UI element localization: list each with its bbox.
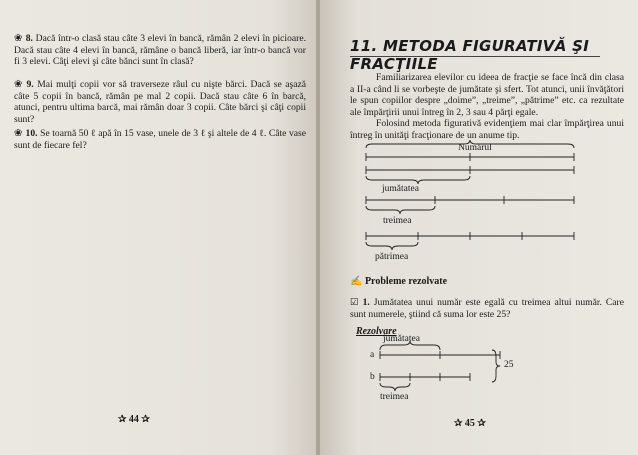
problem-number: 9. <box>26 79 34 90</box>
chapter-title: 11. METODA FIGURATIVĂ ŞI FRACŢIILE <box>350 37 590 73</box>
problem-text: Dacă într-o clasă stau câte 3 elevi în bancă, rămân 2 elevi în picioare. Dacă stau câte 4 elevi în bancă, rămâne o bancă liberă, iar într-o bancă vor fi 3 elevi. Câţi elevi şi câte bănci sunt în clasă? <box>14 33 306 68</box>
half-brace <box>366 176 470 184</box>
flower-icon: ❀ <box>14 79 24 90</box>
label-whole: Numărul <box>458 143 492 153</box>
star-icon: ✰ <box>454 418 463 429</box>
problem-8 <box>14 33 306 68</box>
quarter-brace <box>366 242 418 250</box>
page-number-right <box>454 418 486 429</box>
problem-text: Jumătatea unui număr este egală cu treimea altui număr. Care sunt numerele, ştiind că suma lor este 25? <box>350 297 624 320</box>
star-icon: ✰ <box>477 418 486 429</box>
pencil-icon: ✍ <box>350 276 363 287</box>
flower-icon: ❀ <box>14 33 23 44</box>
problem-10 <box>14 128 306 151</box>
right-page <box>320 0 638 455</box>
page-number-text: 44 <box>128 414 139 425</box>
checkbox-icon: ☑ <box>350 297 359 308</box>
section-title <box>350 276 447 287</box>
page-number-left <box>118 414 150 425</box>
star-icon: ✰ <box>141 414 150 425</box>
problem-text: Se toarnă 50 ℓ apă în 15 vase, unele de 3 ℓ şi altele de 4 ℓ. Câte vase sunt de fiecare fel? <box>14 128 306 151</box>
label-solution-third: treimea <box>380 392 409 402</box>
resolvare-heading: Rezolvare <box>356 326 397 337</box>
flower-icon: ❀ <box>14 128 23 139</box>
intro-paragraph: Familiarizarea elevilor cu ideea de fracţie se face încă din clasa a II-a când li se vorbeşte de jumătate şi sfert. Tot atunci, unii învăţători le spun copiilor despre „doime”, „treime”, „pătrime” etc. ca rezultate ale împărţirii unui întreg în 2, 3 sau 4 părţi egale. <box>350 72 624 118</box>
label-b: b <box>370 372 375 382</box>
label-a: a <box>370 350 375 360</box>
page-number-text: 45 <box>464 418 475 429</box>
label-quarter: pătrimea <box>375 252 409 262</box>
fraction-diagram <box>320 0 638 455</box>
solved-problem-1 <box>350 297 624 320</box>
problem-number: 1. <box>362 297 370 308</box>
star-icon: ✰ <box>118 414 127 425</box>
label-half: jumătatea <box>382 184 419 194</box>
method-paragraph: Folosind metoda figurativă evidenţiem mai clar împărţirea unui întreg în unităţi fracţionare de un anume tip. <box>350 118 624 141</box>
problem-number: 8. <box>25 33 33 44</box>
label-third: treimea <box>383 216 412 226</box>
problem-text: Mai mulţi copii vor să traverseze râul cu nişte bărci. Dacă se aşază câte 5 copii în bancă, rămân pe mal 2 copii. Dacă stau câte 6 în barcă, atunci, pentru ultima barcă, mai rămân doar 3 copii. Câte bărci şi câţi copii sunt? <box>14 79 306 125</box>
label-solution-half: jumătatea <box>383 334 420 344</box>
problem-number: 10. <box>25 128 38 139</box>
label-sum: 25 <box>504 360 514 370</box>
section-title-text: Probleme rezolvate <box>364 276 448 287</box>
problem-9 <box>14 79 306 125</box>
solution-third-brace <box>380 383 410 391</box>
third-brace <box>366 206 435 214</box>
left-page <box>0 0 318 455</box>
